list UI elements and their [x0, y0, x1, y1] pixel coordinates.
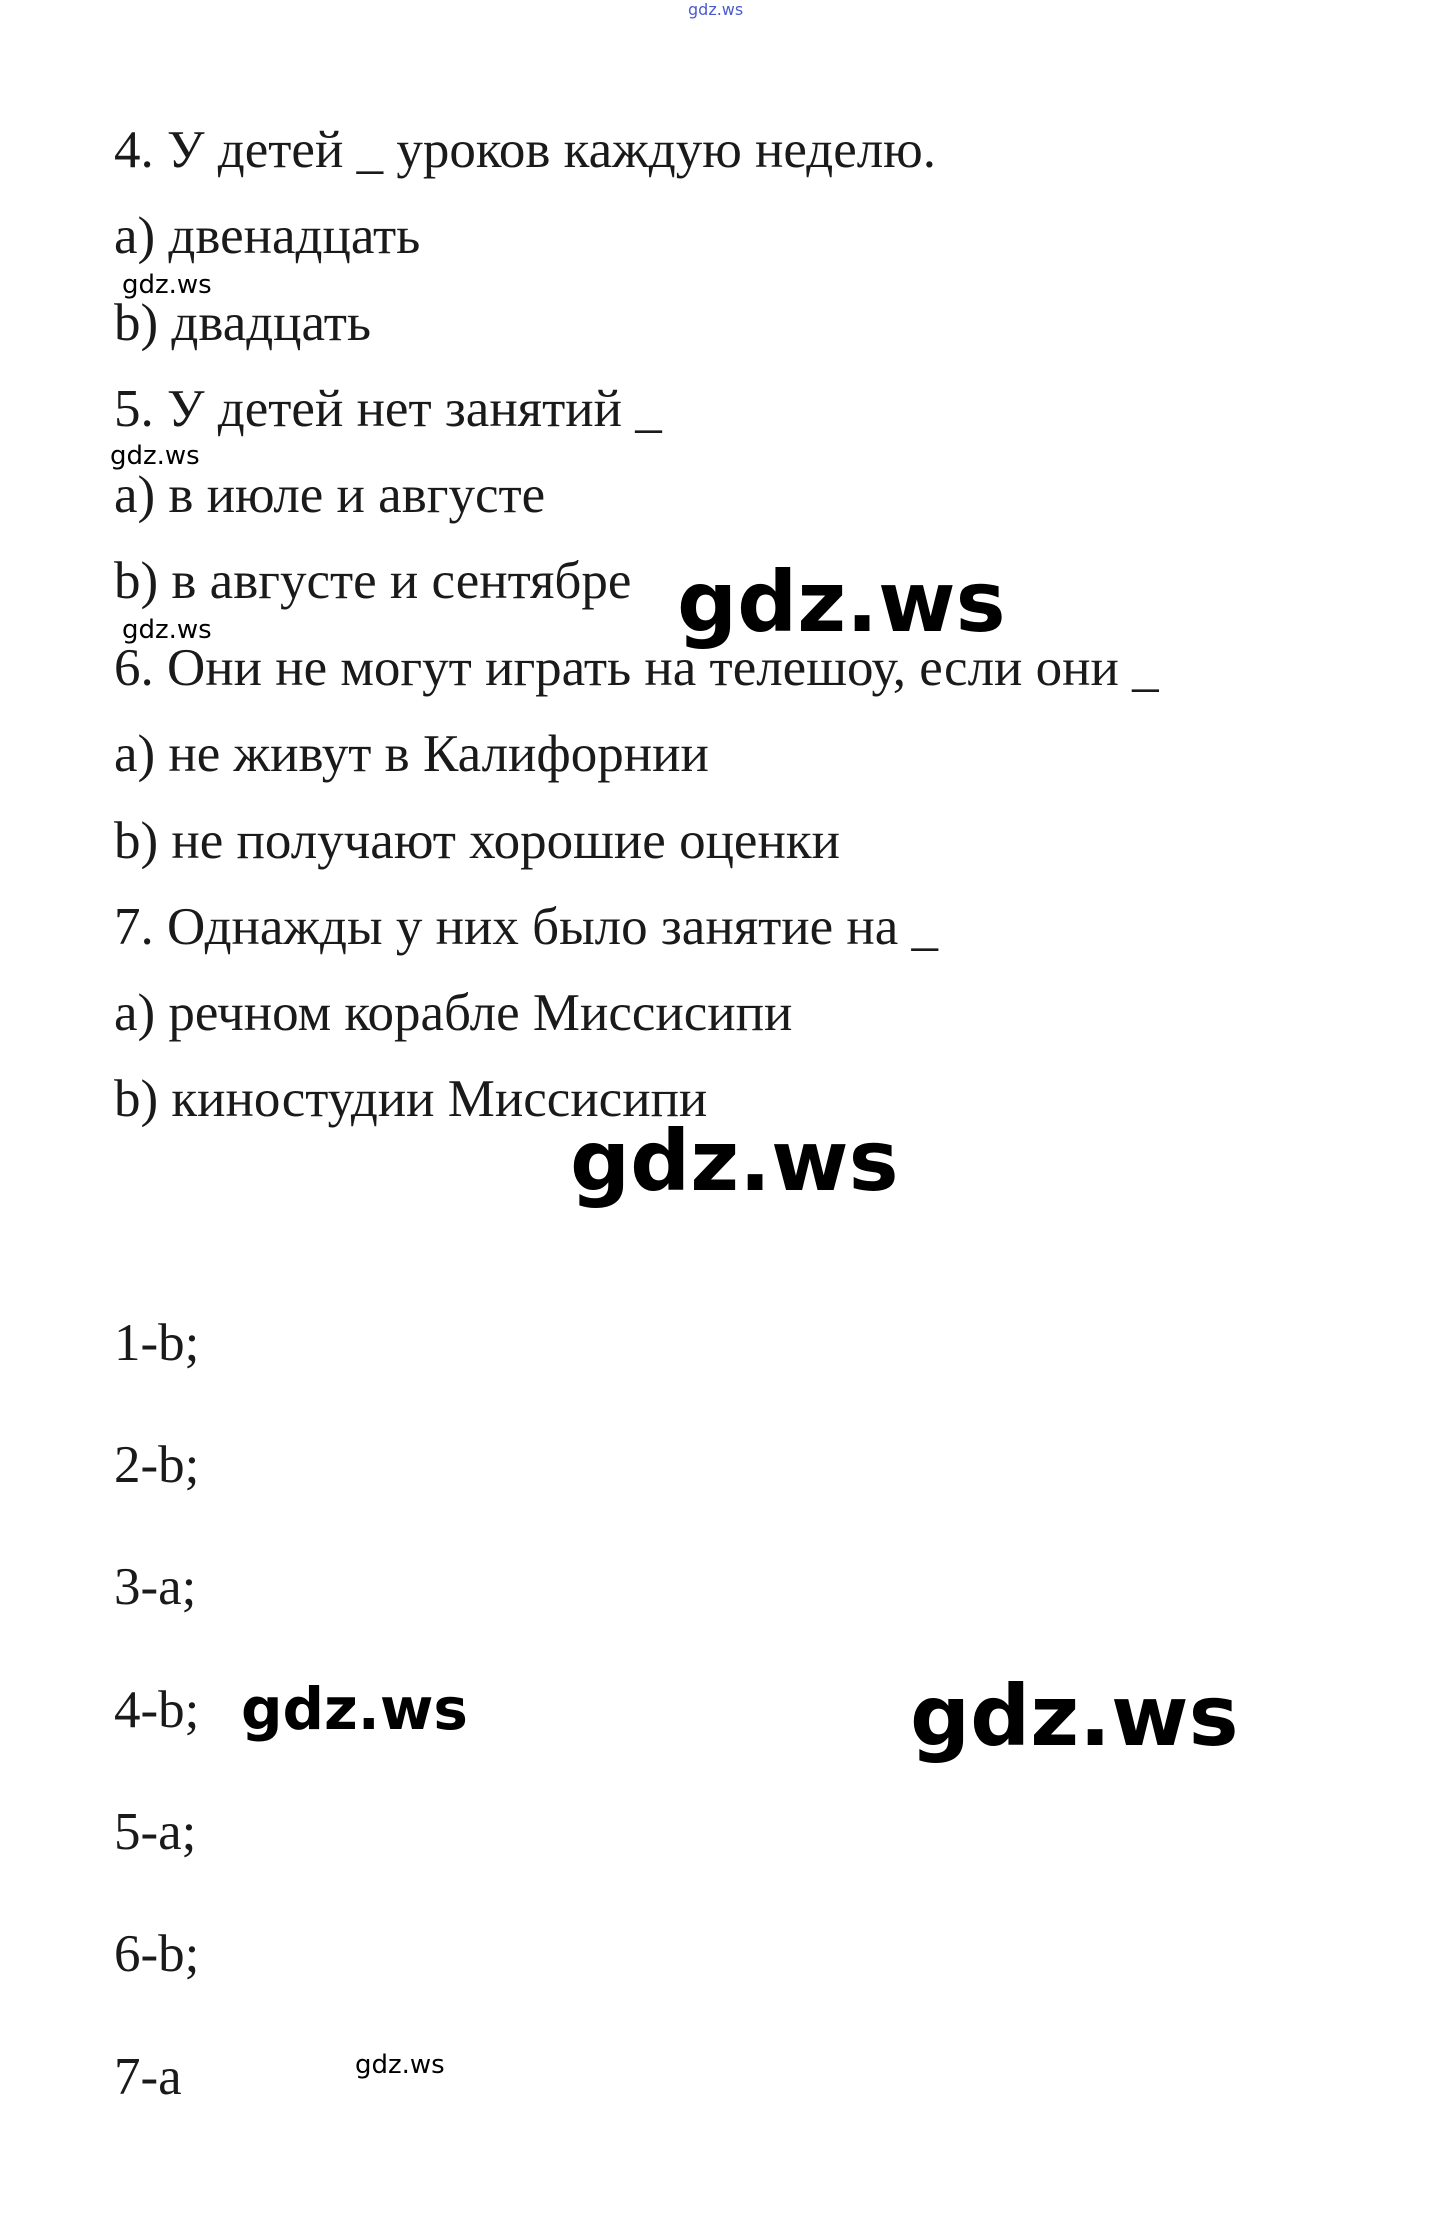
- answer-1: 1-b;: [114, 1314, 200, 1372]
- question-5-option-b: b) в августе и сентябре: [114, 552, 632, 610]
- answer-4: 4-b;: [114, 1681, 200, 1739]
- watermark-small: gdz.ws: [122, 615, 212, 645]
- answer-5: 5-a;: [114, 1803, 197, 1861]
- watermark-medium: gdz.ws: [241, 1675, 468, 1743]
- question-4-option-a: a) двенадцать: [114, 207, 421, 265]
- question-5-option-a: a) в июле и августе: [114, 466, 546, 524]
- watermark-small: gdz.ws: [110, 441, 200, 471]
- answer-2: 2-b;: [114, 1436, 200, 1494]
- question-6-option-b: b) не получают хорошие оценки: [114, 812, 840, 870]
- watermark-large: gdz.ws: [910, 1667, 1239, 1765]
- watermark-large: gdz.ws: [570, 1112, 899, 1210]
- answer-6: 6-b;: [114, 1925, 200, 1983]
- question-7-stem: 7. Однажды у них было занятие на _: [114, 898, 939, 956]
- answer-7: 7-a: [114, 2048, 182, 2106]
- question-6-option-a: a) не живут в Калифорнии: [114, 725, 709, 783]
- watermark-large: gdz.ws: [677, 553, 1006, 651]
- answer-3: 3-a;: [114, 1558, 197, 1616]
- question-5-stem: 5. У детей нет занятий _: [114, 380, 662, 438]
- question-4-stem: 4. У детей _ уроков каждую неделю.: [114, 121, 937, 179]
- question-6-stem: 6. Они не могут играть на телешоу, если они _: [114, 639, 1159, 697]
- question-4-option-b: b) двадцать: [114, 294, 372, 352]
- question-7-option-b: b) киностудии Миссисипи: [114, 1070, 708, 1128]
- watermark-small: gdz.ws: [122, 270, 212, 300]
- question-7-option-a: a) речном корабле Миссисипи: [114, 984, 793, 1042]
- watermark-top: gdz.ws: [688, 0, 744, 19]
- watermark-small: gdz.ws: [355, 2050, 445, 2080]
